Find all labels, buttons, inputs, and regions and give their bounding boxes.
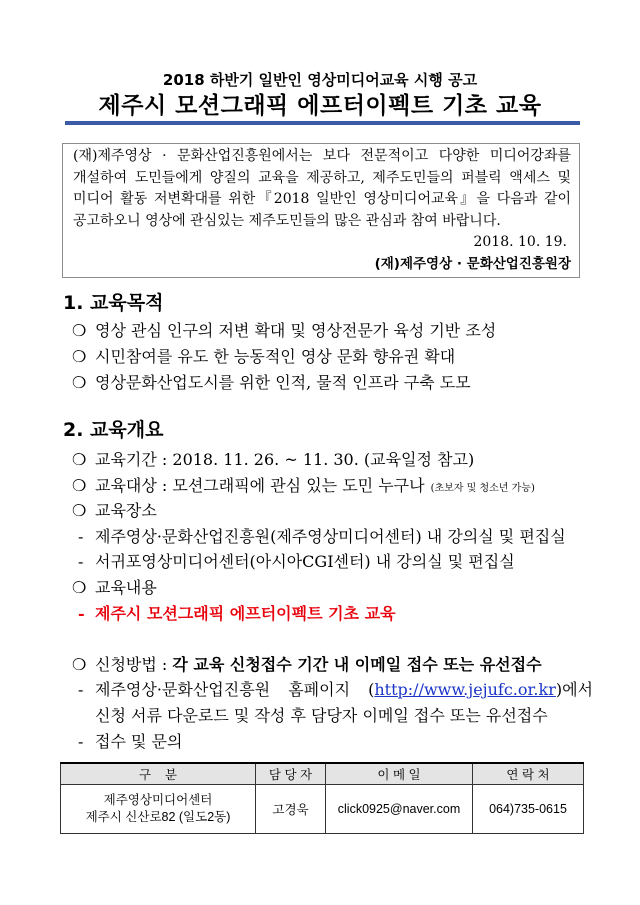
apply-detail-prefix: 제주영상·문화산업진흥원 홈페이지 (: [95, 680, 375, 700]
title-underline-rule: [65, 121, 580, 125]
overview-list: [0, 447, 640, 754]
apply-detail-continuation: 신청 서류 다운로드 및 작성 후 담당자 이메일 접수 또는 유선접수: [95, 705, 548, 725]
content-label: 교육내용: [95, 577, 157, 597]
intro-line: 개설하여 도민들에게 양질의 교육을 제공하고, 제주도민들의 퍼블릭 액세스 및: [73, 169, 571, 186]
notice-signature: (재)제주영상 · 문화산업진흥원장: [374, 255, 571, 272]
dash-bullet-icon: -: [78, 552, 84, 572]
period-text: 교육기간 : 2018. 11. 26. ~ 11. 30. (교육일정 참고): [95, 450, 475, 469]
target-note: (초보자 및 청소년 가능): [430, 482, 535, 494]
division-cell: [61, 784, 256, 833]
document-title: 제주시 모션그래픽 에프터이펙트 기초 교육: [98, 93, 542, 119]
list-item: [0, 318, 640, 344]
column-header-division: 구 분: [61, 763, 256, 784]
section-heading-overview: 2. 교육개요: [63, 419, 164, 441]
intro-notice-box: [62, 143, 580, 278]
intro-line: 미디어 활동 저변확대를 위한『2018 일반인 영상미디어교육』을 다음과 같이: [73, 191, 571, 207]
list-item: [0, 370, 640, 396]
inquiry-label: 접수 및 문의: [95, 731, 183, 751]
purpose-list: [0, 318, 640, 396]
list-item-text: 영상 관심 인구의 저변 확대 및 영상전문가 육성 기반 조성: [95, 321, 497, 340]
apply-label: 신청방법 :: [95, 654, 173, 674]
apply-detail-suffix: )에서: [555, 680, 593, 700]
apply-method-text: 각 교육 신청접수 기간 내 이메일 접수 또는 유선접수: [172, 654, 542, 674]
content-item: [0, 575, 640, 601]
apply-detail-item: [0, 677, 640, 703]
content-sub-item: [0, 601, 640, 627]
dash-bullet-icon: -: [78, 603, 85, 623]
venue-sub-item: [0, 524, 640, 550]
division-name: 제주영상미디어센터: [103, 792, 213, 807]
content-course-text: 제주시 모션그래픽 에프터이펙트 기초 교육: [95, 603, 396, 623]
venue-sub-item: [0, 549, 640, 575]
target-item: [0, 473, 640, 499]
column-header-manager: 담 당 자: [256, 763, 326, 784]
homepage-link[interactable]: http://www.jejufc.or.kr: [374, 680, 556, 700]
period-item: [0, 447, 640, 473]
list-item-text: 영상문화산업도시를 위한 인적, 물적 인프라 구축 도모: [95, 373, 471, 392]
list-item-text: 시민참여를 유도 한 능동적인 영상 문화 향유권 확대: [95, 347, 456, 366]
blank-line: [0, 626, 640, 652]
contact-table: [60, 762, 584, 834]
manager-cell: 고경욱: [256, 784, 326, 833]
dash-bullet-icon: -: [78, 526, 84, 546]
venue-item: [0, 498, 640, 524]
intro-line: 공고하오니 영상에 관심있는 제주도민들의 많은 관심과 참여 바랍니다.: [73, 212, 501, 229]
circle-bullet-icon: ❍: [72, 373, 87, 392]
venue-text: 제주영상·문화산업진흥원(제주영상미디어센터) 내 강의실 및 편집실: [95, 526, 566, 546]
circle-bullet-icon: ❍: [72, 577, 87, 597]
circle-bullet-icon: ❍: [72, 475, 87, 495]
column-header-phone: 연 락 처: [473, 763, 584, 784]
circle-bullet-icon: ❍: [72, 654, 87, 674]
phone-cell: 064)735-0615: [473, 784, 584, 833]
circle-bullet-icon: ❍: [72, 321, 87, 340]
apply-item: [0, 652, 640, 678]
table-header-row: [61, 763, 584, 784]
dash-bullet-icon: -: [78, 680, 84, 700]
notice-date: 2018. 10. 19.: [473, 234, 567, 250]
target-text: 교육대상 : 모션그래픽에 관심 있는 도민 누구나: [95, 475, 425, 495]
document-subtitle: 2018 하반기 일반인 영상미디어교육 시행 공고: [162, 71, 478, 89]
table-row: [61, 784, 584, 833]
division-address: 제주시 신산로82 (일도2동): [85, 809, 231, 824]
circle-bullet-icon: ❍: [72, 501, 87, 521]
column-header-email: 이 메 일: [326, 763, 473, 784]
intro-line: (재)제주영상 · 문화산업진흥원에서는 보다 전문적이고 다양한 미디어강좌를: [73, 148, 571, 164]
dash-bullet-icon: -: [78, 731, 84, 751]
inquiry-item: [0, 729, 640, 755]
email-cell: click0925@naver.com: [326, 784, 473, 833]
list-item: [0, 344, 640, 370]
section-heading-purpose: 1. 교육목적: [63, 292, 164, 314]
circle-bullet-icon: ❍: [72, 450, 87, 469]
circle-bullet-icon: ❍: [72, 347, 87, 366]
venue-text: 서귀포영상미디어센터(아시아CGI센터) 내 강의실 및 편집실: [95, 552, 515, 572]
venue-label: 교육장소: [95, 501, 157, 521]
